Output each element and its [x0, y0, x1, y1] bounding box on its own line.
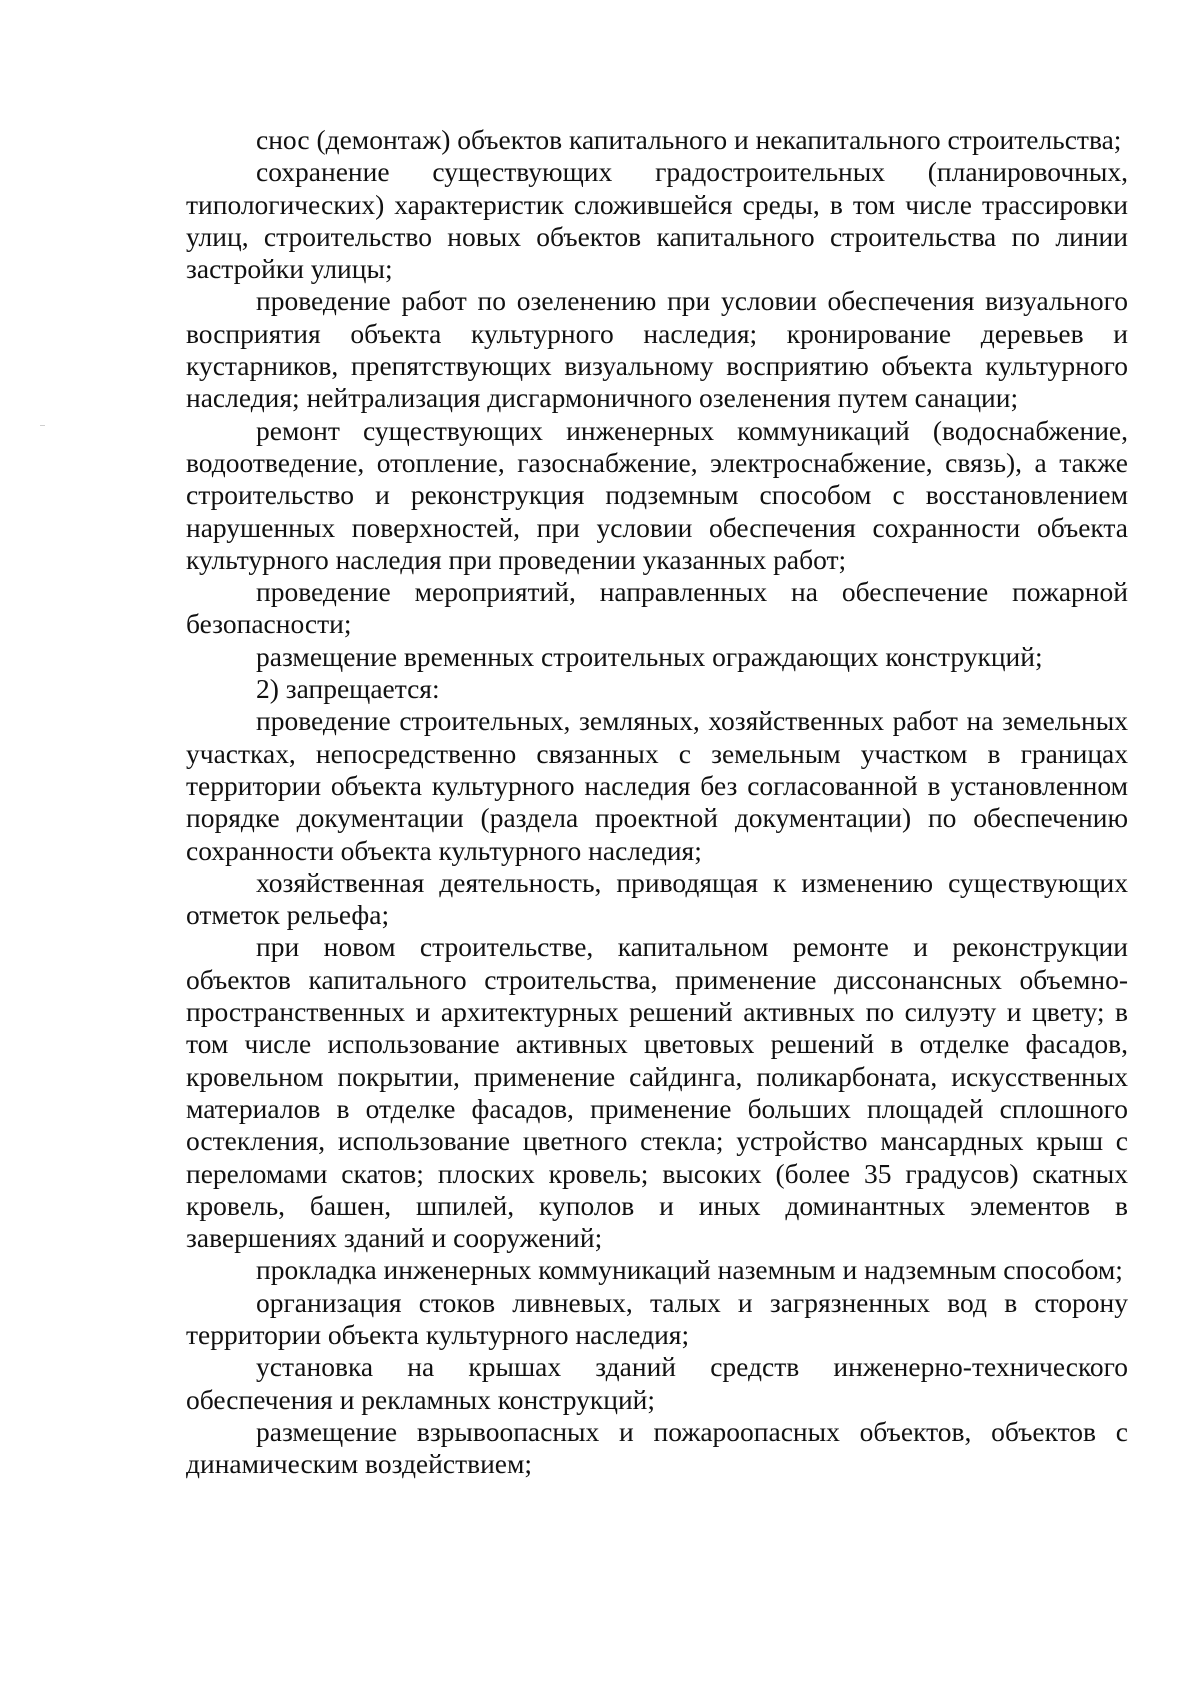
paragraph-fire-safety: проведение мероприятий, направленных на обеспечение пожарной безопасности; [186, 576, 1128, 640]
paragraph-roof-installations: установка на крышах зданий средств инженерно-технического обеспечения и рекламных конструкций; [186, 1351, 1128, 1415]
paragraph-demolition: снос (демонтаж) объектов капитального и некапитального строительства; [256, 124, 1122, 155]
paragraph-preservation-characteristics: сохранение существующих градостроительных (планировочных, типологических) характеристик сложившейся среды, в том числе трассировки улиц, строительство новых объектов капитального строительства по линии застройки улицы; [186, 156, 1128, 285]
section-heading-prohibited: 2) запрещается: [256, 673, 440, 705]
paragraph-overground-utilities: прокладка инженерных коммуникаций наземным и надземным способом; [256, 1254, 1123, 1286]
paragraph-utilities-repair: ремонт существующих инженерных коммуникаций (водоснабжение, водоотведение, отопление, газоснабжение, электроснабжение, связь), а также строительство и реконструкция подземным способом с восстановлением нарушенных поверхностей, при условии обеспечения сохранности объекта культурного наследия при проведении указанных работ; [186, 414, 1128, 575]
margin-mark [40, 425, 45, 426]
paragraph-construction-works: проведение строительных, земляных, хозяйственных работ на земельных участках, непосредственно связанных с земельным участком в границах территории объекта культурного наследия без согласованной в установленном порядке документации (раздела проектной документации) по обеспечению сохранности объекта культурного наследия; [186, 705, 1128, 866]
paragraph-hazardous-objects: размещение взрывоопасных и пожароопасных объектов, объектов с динамическим воздействием; [186, 1415, 1128, 1480]
paragraph-dissonant-solutions: при новом строительстве, капитальном ремонте и реконструкции объектов капитального строительства, применение диссонансных объемно-пространственных и архитектурных решений активных по силуэту и цвету; в том числе использование активных цветовых решений в отделке фасадов, кровельном покрытии, применение сайдинга, поликарбоната, искусственных материалов в отделке фасадов, применение больших площадей сплошного остекления, использование цветного стекла; устройство мансардных крыш с переломами скатов; плоских кровель; высоких (более 35 градусов) скатных кровель, башен, шпилей, куполов и иных доминантных элементов в завершениях зданий и сооружений; [186, 931, 1128, 1254]
document-body [186, 124, 1128, 1480]
paragraph-water-drainage: организация стоков ливневых, талых и загрязненных вод в сторону территории объекта культурного наследия; [186, 1286, 1128, 1350]
paragraph-landscaping: проведение работ по озеленению при условии обеспечения визуального восприятия объекта культурного наследия; кронирование деревьев и кустарников, препятствующих визуальному восприятию объекта культурного наследия; нейтрализация дисгармоничного озеленения путем санации; [186, 285, 1128, 414]
paragraph-temporary-fencing: размещение временных строительных ограждающих конструкций; [256, 640, 1043, 672]
paragraph-relief-changes: хозяйственная деятельность, приводящая к изменению существующих отметок рельефа; [186, 866, 1128, 931]
